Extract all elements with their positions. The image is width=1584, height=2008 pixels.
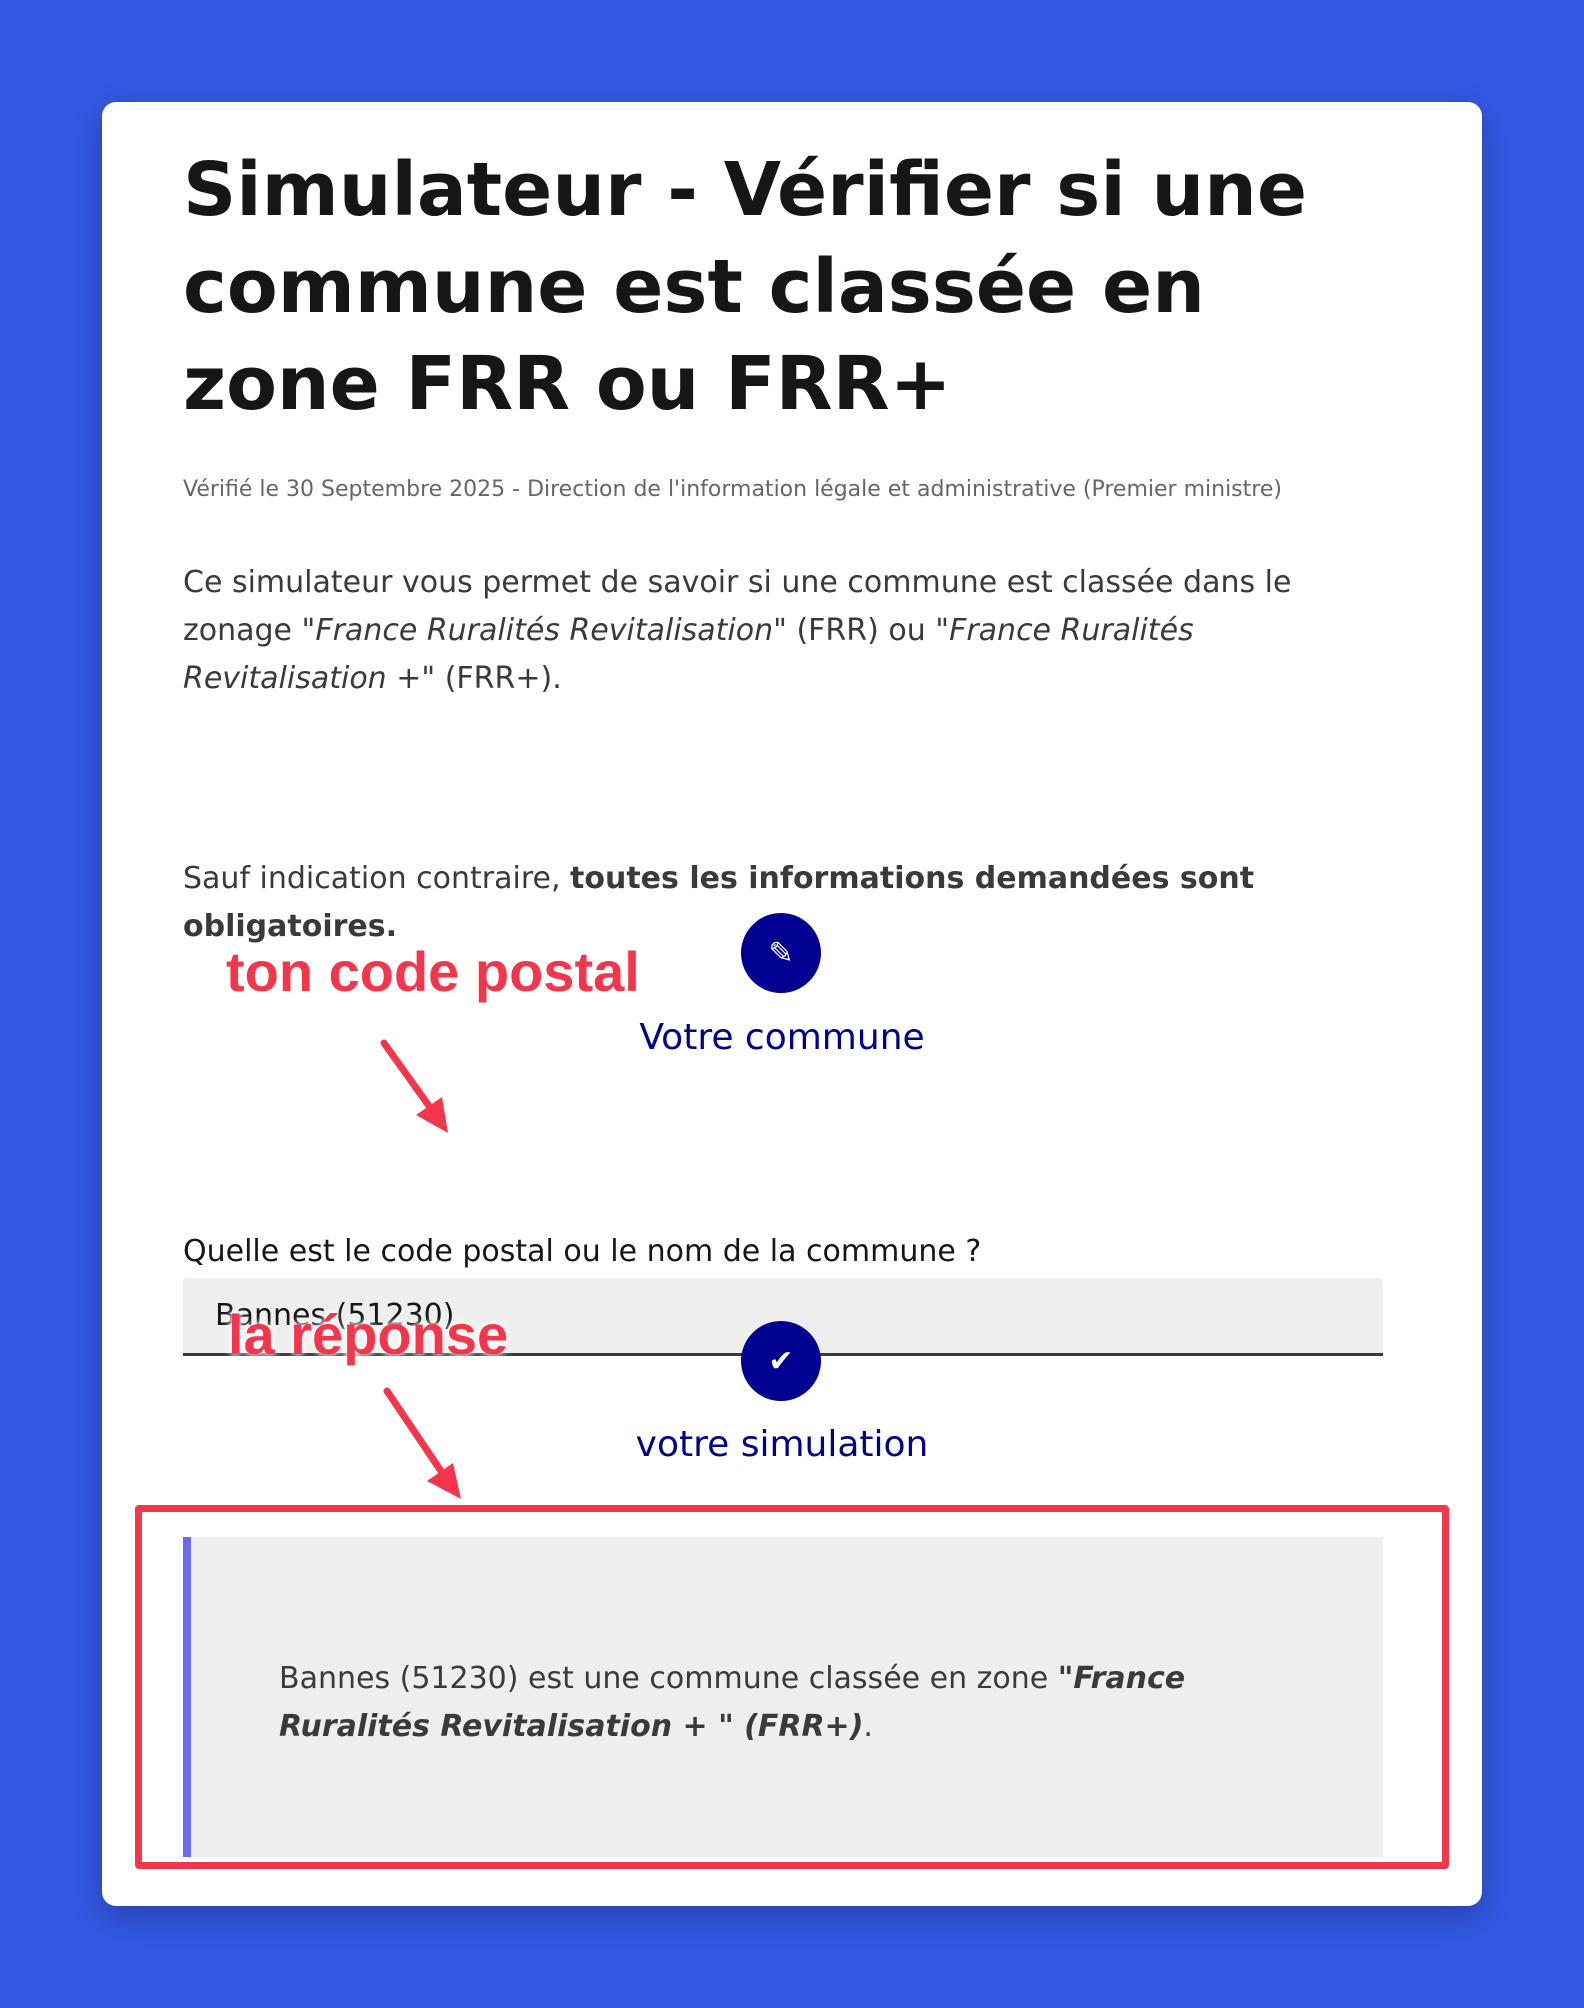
result-text-prefix: Bannes (51230) est une commune classée en zone — [279, 1661, 1058, 1696]
commune-field-label: Quelle est le code postal ou le nom de la commune ? — [183, 1234, 982, 1269]
check-glyph: ✔ — [768, 1343, 794, 1379]
annotation-arrow-reponse — [377, 1385, 477, 1505]
intro-quote-frr: "France Ruralités Revitalisation" — [301, 613, 787, 648]
verification-meta: Vérifié le 30 Septembre 2025 - Direction de l'information légale et administrative (Premier ministre) — [183, 477, 1282, 502]
annotation-reponse: la réponse — [228, 1303, 509, 1366]
result-text-suffix: . — [863, 1709, 873, 1744]
check-icon — [741, 1321, 821, 1401]
required-note-bold: toutes les informations demandées sont obligatoires. — [183, 861, 1255, 944]
pencil-icon — [741, 913, 821, 993]
intro-quote-frr-plus: "France Ruralités Revitalisation +" — [183, 613, 1194, 696]
annotation-code-postal: ton code postal — [226, 940, 640, 1003]
simulator-card — [102, 102, 1482, 1906]
result-text-bold: "France Ruralités Revitalisation + " (FRR+) — [279, 1661, 1186, 1744]
step-label-votre-commune: Votre commune — [639, 1017, 925, 1058]
annotation-arrow-postal — [372, 1037, 462, 1137]
page-title: Simulateur - Vérifier si une commune est classée en zone FRR ou FRR+ — [183, 147, 1308, 427]
pencil-glyph: ✎ — [768, 935, 794, 971]
step-label-votre-simulation: votre simulation — [635, 1424, 929, 1465]
intro-text-3: (FRR+). — [435, 661, 562, 696]
intro-text-2: (FRR) ou — [786, 613, 936, 648]
required-note-prefix: Sauf indication contraire, — [183, 861, 571, 896]
result-box — [183, 1537, 1383, 1857]
intro-text-1: Ce simulateur vous permet de savoir si une commune est classée dans le zonage — [183, 565, 1292, 648]
result-text — [279, 1655, 1279, 1751]
intro-paragraph — [183, 559, 1383, 703]
